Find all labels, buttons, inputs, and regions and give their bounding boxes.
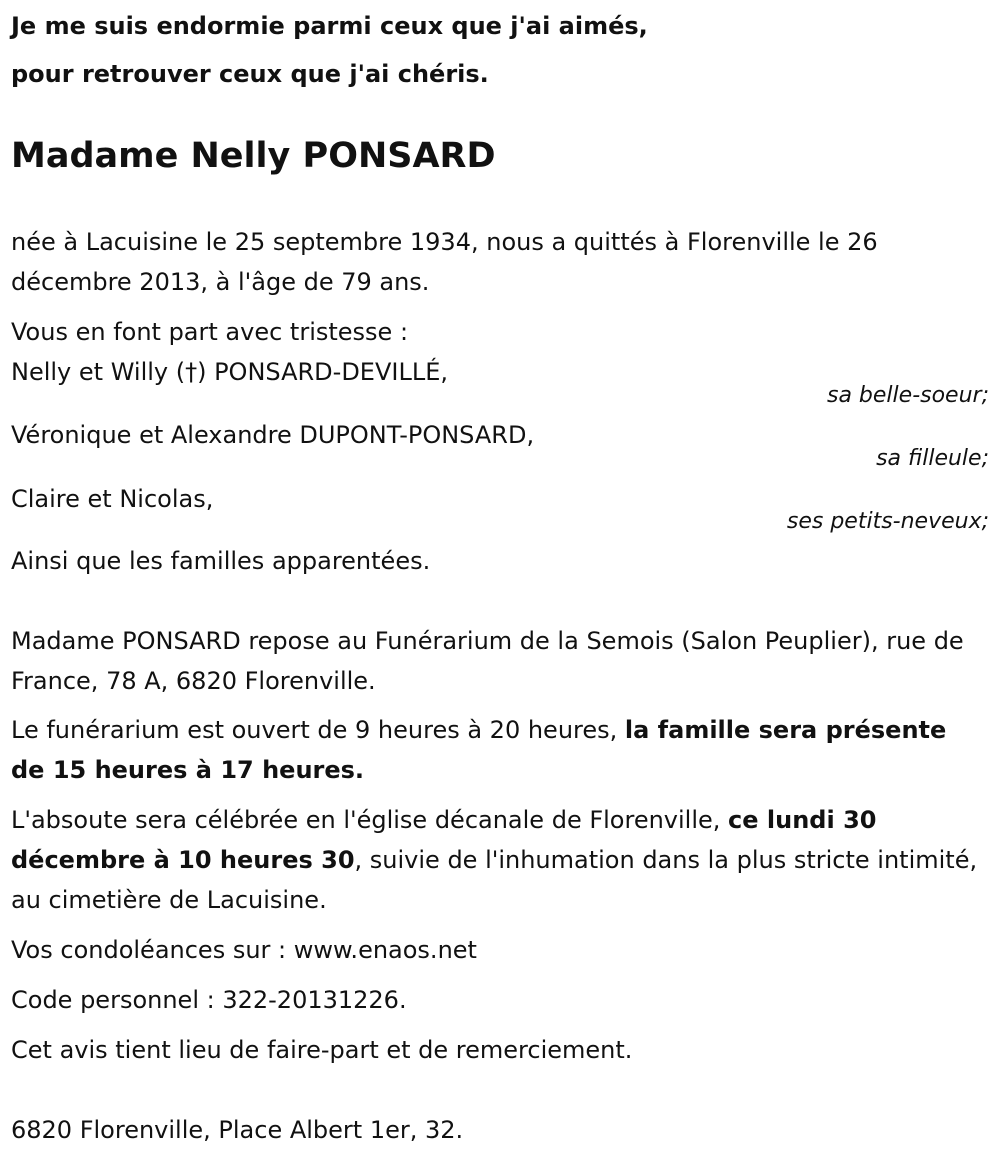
notice-text: Cet avis tient lieu de faire-part et de remerciement.	[11, 1036, 633, 1064]
address: 6820 Florenville, Place Albert 1er, 32.	[11, 1116, 464, 1144]
epigraph-line-2: pour retrouver ceux que j'ai chéris.	[11, 60, 489, 88]
epigraph-line-1: Je me suis endormie parmi ceux que j'ai aimés,	[11, 12, 648, 40]
ceremony-text-before: L'absoute sera célébrée en l'église décanale de Florenville,	[11, 806, 729, 834]
family-member-names: Nelly et Willy (†) PONSARD-DEVILLÉ,	[11, 358, 448, 386]
family-member-role: ses petits-neveux;	[786, 509, 989, 534]
family-member-names: Véronique et Alexandre DUPONT-PONSARD,	[11, 421, 535, 449]
deceased-name: Madame Nelly PONSARD	[11, 136, 496, 176]
personal-code: Code personnel : 322-20131226.	[11, 986, 407, 1014]
ceremony-text-after: , suivie de l'inhumation dans la plus stricte intimité, au cimetière de Lacuisine.	[11, 846, 978, 914]
visiting-hours	[11, 710, 986, 790]
visiting-hours-text: Le funérarium est ouvert de 9 heures à 20 heures,	[11, 716, 625, 744]
ceremony-datetime: ce lundi 30 décembre à 10 heures 30	[11, 806, 877, 874]
family-member-role: sa filleule;	[876, 446, 989, 471]
family-closing: Ainsi que les familles apparentées.	[11, 547, 431, 575]
family-presence-hours: la famille sera présente de 15 heures à 17 heures.	[11, 716, 947, 784]
condolences-link: Vos condoléances sur : www.enaos.net	[11, 936, 477, 964]
funeral-home-info: Madame PONSARD repose au Funérarium de la Semois (Salon Peuplier), rue de France, 78 A, 6820 Florenville.	[11, 627, 964, 695]
family-intro: Vous en font part avec tristesse :	[11, 318, 409, 346]
ceremony-info	[11, 800, 986, 920]
family-member-names: Claire et Nicolas,	[11, 485, 214, 513]
family-member-role: sa belle-soeur;	[827, 383, 989, 408]
birth-death-info: née à Lacuisine le 25 septembre 1934, nous a quittés à Florenville le 26 décembre 2013, à l'âge de 79 ans.	[11, 228, 878, 296]
